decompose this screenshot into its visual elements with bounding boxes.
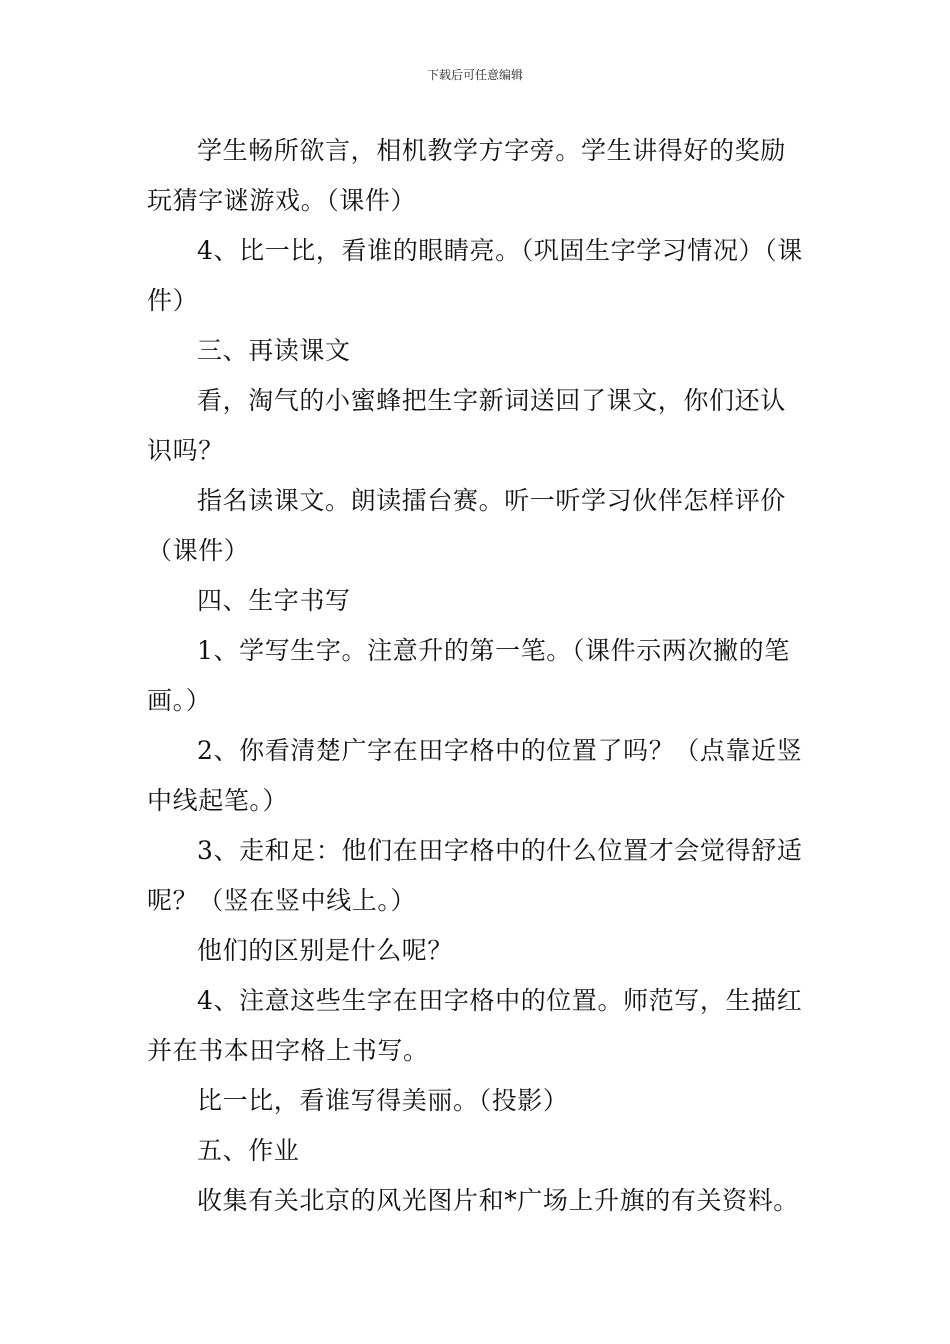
section-heading: 四、生字书写 [197, 586, 351, 615]
section-heading: 三、再读课文 [197, 336, 351, 365]
paragraph: 2、你看清楚广字在田字格中的位置了吗？（点靠近竖中线起笔。） [147, 736, 803, 815]
paragraph: 他们的区别是什么呢？ [197, 936, 454, 965]
document-body [147, 126, 807, 1226]
paragraph: 指名读课文。朗读擂台赛。听一听学习伙伴怎样评价（课件） [147, 486, 786, 565]
paragraph: 收集有关北京的风光图片和*广场上升旗的有关资料。 [197, 1186, 799, 1215]
paragraph: 3、走和足：他们在田字格中的什么位置才会觉得舒适呢？（竖在竖中线上。） [147, 836, 803, 915]
paragraph: 1、学写生字。注意升的第一笔。（课件示两次撇的笔画。） [147, 636, 790, 715]
page-header-note: 下载后可任意编辑 [426, 68, 523, 82]
paragraph: 4、比一比，看谁的眼睛亮。（巩固生字学习情况）（课件） [147, 236, 803, 315]
paragraph: 学生畅所欲言，相机教学方字旁。学生讲得好的奖励玩猜字谜游戏。（课件） [147, 136, 786, 215]
paragraph: 4、注意这些生字在田字格中的位置。师范写，生描红并在书本田字格上书写。 [147, 986, 803, 1065]
paragraph: 看，淘气的小蜜蜂把生字新词送回了课文，你们还认识吗？ [147, 386, 786, 465]
section-heading: 五、作业 [197, 1136, 300, 1165]
paragraph: 比一比，看谁写得美丽。（投影） [197, 1086, 569, 1115]
